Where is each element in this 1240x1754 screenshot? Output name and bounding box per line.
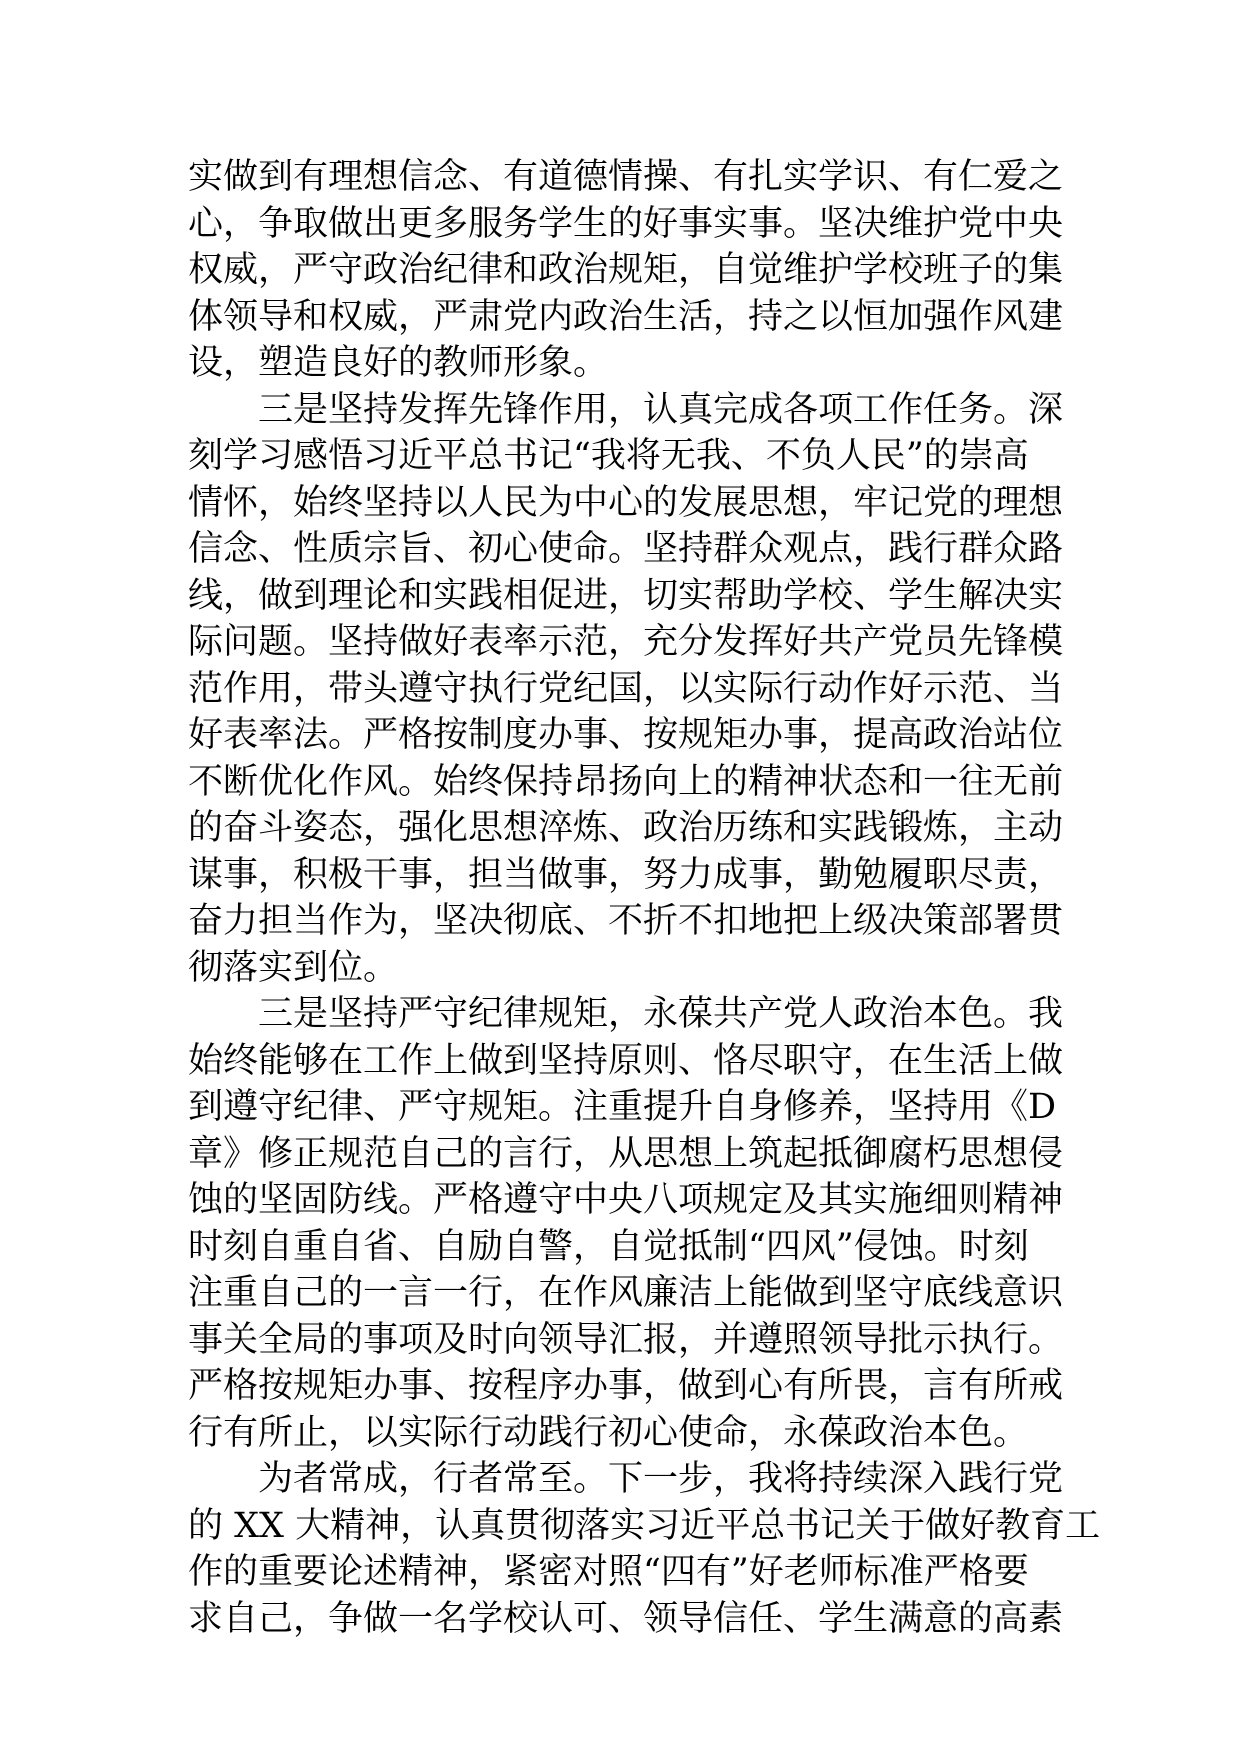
text-line: 情怀，始终坚持以人民为中心的发展思想，牢记党的理想 — [188, 482, 1064, 523]
text-line: 蚀的坚固防线。严格遵守中央八项规定及其实施细则精神 — [188, 1180, 1064, 1220]
text-line: 事关全局的事项及时向领导汇报，并遵照领导批示执行。 — [188, 1319, 1064, 1360]
text-line: 不断优化作风。始终保持昂扬向上的精神状态和一往无前 — [188, 761, 1064, 802]
text-line: 求自己，争做一名学校认可、领导信任、学生满意的高素 — [188, 1598, 1064, 1639]
text-line: 实做到有理想信念、有道德情操、有扎实学识、有仁爱之 — [188, 157, 1064, 197]
text-line: 刻学习感悟习近平总书记“我将无我、不负人民”的崇高 — [188, 436, 1029, 476]
text-line: 的 XX 大精神，认真贯彻落实习近平总书记关于做好教育工 — [188, 1505, 1101, 1546]
text-line: 好表率法。严格按制度办事、按规矩办事，提高政治站位 — [188, 715, 1064, 755]
text-line: 章》修正规范自己的言行，从思想上筑起抵御腐朽思想侵 — [188, 1133, 1064, 1174]
text-line: 作的重要论述精神，紧密对照“四有”好老师标准严格要 — [188, 1552, 1029, 1592]
paragraph-start-line: 三是坚持发挥先锋作用，认真完成各项工作任务。深 — [258, 389, 1064, 430]
text-line: 线，做到理论和实践相促进，切实帮助学校、学生解决实 — [188, 575, 1064, 616]
text-line: 体领导和权威，严肃党内政治生活，持之以恒加强作风建 — [188, 296, 1064, 337]
paragraph-start-line: 三是坚持严守纪律规矩，永葆共产党人政治本色。我 — [258, 994, 1064, 1034]
text-line: 范作用，带头遵守执行党纪国，以实际行动作好示范、当 — [188, 668, 1064, 709]
text-line: 到遵守纪律、严守规矩。注重提升自身修养，坚持用《D — [188, 1087, 1057, 1127]
text-line: 严格按规矩办事、按程序办事，做到心有所畏，言有所戒 — [188, 1366, 1064, 1406]
text-line: 的奋斗姿态，强化思想淬炼、政治历练和实践锻炼，主动 — [188, 808, 1064, 848]
text-line: 心，争取做出更多服务学生的好事实事。坚决维护党中央 — [188, 203, 1064, 244]
paragraph-start-line: 为者常成，行者常至。下一步，我将持续深入践行党 — [258, 1459, 1064, 1499]
text-line: 彻落实到位。 — [188, 947, 399, 988]
text-line: 时刻自重自省、自励自警，自觉抵制“四风”侵蚀。时刻 — [188, 1226, 1029, 1267]
text-line: 注重自己的一言一行，在作风廉洁上能做到坚守底线意识 — [188, 1273, 1064, 1313]
text-line: 权威，严守政治纪律和政治规矩，自觉维护学校班子的集 — [188, 250, 1064, 290]
text-line: 际问题。坚持做好表率示范，充分发挥好共产党员先锋模 — [188, 622, 1064, 662]
text-line: 始终能够在工作上做到坚持原则、恪尽职守，在生活上做 — [188, 1040, 1064, 1081]
text-line: 信念、性质宗旨、初心使命。坚持群众观点，践行群众路 — [188, 529, 1064, 569]
text-line: 奋力担当作为，坚决彻底、不折不扣地把上级决策部署贯 — [188, 901, 1064, 941]
text-line: 谋事，积极干事，担当做事，努力成事，勤勉履职尽责， — [188, 854, 1064, 895]
text-line: 行有所止，以实际行动践行初心使命，永葆政治本色。 — [188, 1412, 1029, 1453]
text-line: 设，塑造良好的教师形象。 — [188, 343, 609, 383]
document-body — [188, 154, 1101, 1642]
